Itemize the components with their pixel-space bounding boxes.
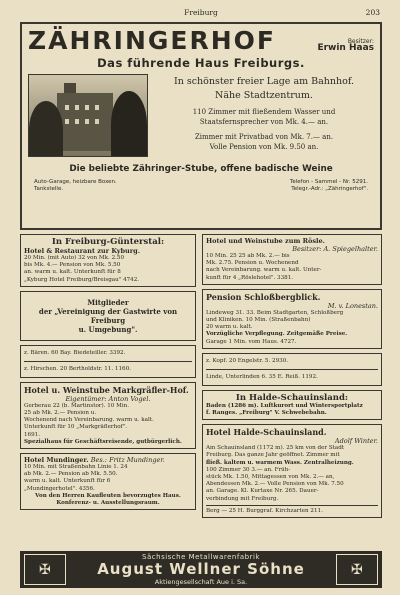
hotel-heading: Hotel Mundinger. xyxy=(24,456,89,465)
ad-line: Mk. 2.75. Pension u. Wochenend xyxy=(206,260,299,267)
schauinsland-box xyxy=(202,390,382,420)
ad-footer: Berg — 25 H. Burggraf. Kirchzarten 211. xyxy=(206,507,323,514)
ad-line: Lindeweg 31. 33. Beim Stadtgarten, Schloßberg xyxy=(206,309,344,316)
stube-line: Die beliebte Zähringer-Stube, offene badische Weine xyxy=(69,164,333,174)
ad-footer: Von den Herren Kaufleuten bevorzugtes Haus. Konferenz- u. Ausstellungsraum. xyxy=(35,492,181,507)
page xyxy=(20,8,382,588)
small-ad: z. Bären. 60 Bay. Biedeteiller. 3392. xyxy=(24,349,126,356)
hotel-owner xyxy=(317,38,374,54)
garage-line: Auto-Garage, heizbare Boxen. xyxy=(34,179,117,185)
emblem-icon: ✠ xyxy=(336,554,378,585)
hotel-photo xyxy=(28,74,148,157)
owner-line: Adolf Winter. xyxy=(334,437,378,446)
ad-line: Am Schauinsland (1172 m). 25 km von der Stadt xyxy=(206,445,345,452)
mitglieder-box xyxy=(20,291,196,341)
ad-line: fließ. kaltem u. warmem Wass. Zentralheizung. xyxy=(206,459,354,466)
telefon-line: Telefon - Sammel - Nr. 5291. xyxy=(289,179,368,185)
ad-line: an. Garage. Kl. Kurtaxe Nr. 265. Dauer- xyxy=(206,488,319,495)
hotel-slogan: Das führende Haus Freiburgs. xyxy=(97,56,305,70)
owner-line: Eigentümer: Anton Vogel. xyxy=(65,394,151,403)
hotel-heading: Hotel & Restaurant zur Kyburg. xyxy=(24,247,140,255)
mitglieder-line: u. Umgebung". xyxy=(78,324,138,334)
hotel-heading: Hotel Halde-Schauinsland. xyxy=(206,427,327,438)
ad-line: nach Vereinbarung. warm u. kalt. Unter- xyxy=(206,267,322,274)
banner-company: August Wellner Söhne xyxy=(97,560,305,578)
ad-line: Gerberau 22 (b. Martinstor). 10 Min. xyxy=(24,402,130,409)
ad-line: und Kliniken. 10 Min. (Straßenbahn) xyxy=(206,317,311,324)
halde-ad xyxy=(202,424,382,518)
small-ad: Linde, Unterlinden 6. 35 E. Reiß. 1192. xyxy=(206,373,318,380)
ad-line: bis Mk. 4.— Pension von Mk. 5.50 xyxy=(24,262,121,269)
ad-line: kunft für 4 „Röslehotel". 3381. xyxy=(206,274,294,281)
ad-line: warm u. kalt. Unterkunft für 6 xyxy=(24,478,111,485)
page-number: 203 xyxy=(365,8,380,17)
ad-line: Spezialhaus für Geschäftsreisende, gutbürgerlich. xyxy=(24,438,182,445)
info-line: Volle Pension von Mk. 9.50 an. xyxy=(209,143,319,151)
ad-line: „Kyburg Hotel Freiburg/Breisgau" 4742. xyxy=(24,276,140,283)
schlossberg-ad xyxy=(202,289,382,349)
garage-line: Tankstelle. xyxy=(34,186,64,192)
ad-line: Abendessen Mk. 2.— Volle Pension von Mk. 7.50 xyxy=(206,481,344,488)
info-line: Nähe Stadtzentrum. xyxy=(215,90,313,101)
right-column xyxy=(202,234,382,522)
owner-name: Erwin Haas xyxy=(317,43,374,53)
markgraefler-ad xyxy=(20,382,196,449)
mundinger-ad xyxy=(20,453,196,510)
banner-line: Aktiengesellschaft Aue i. Sa. xyxy=(154,578,248,586)
ad-line: ab Mk. 2.— Pension ab Mk. 5.50. xyxy=(24,471,118,478)
info-line: Zimmer mit Privatbad von Mk. 7.— an. xyxy=(194,133,334,141)
ad-line: „Mundingerhotel". 4356. xyxy=(24,485,95,492)
ad-line: 10 Min. mit Straßenbahn Linie 1. 24 xyxy=(24,464,128,471)
ad-line: 25 ab Mk. 2.— Pension u. xyxy=(24,410,97,417)
banner-line: Sächsische Metallwarenfabrik xyxy=(142,553,260,561)
ad-line: 20 warm u. kalt. xyxy=(206,324,253,331)
ad-line: 10 Min. 25 25 ab Mk. 2.— bis xyxy=(206,253,290,259)
hotel-name: ZÄHRINGERHOF xyxy=(28,26,276,55)
info-line: Staatsfernsprecher von Mk. 4.— an. xyxy=(199,118,329,126)
hotel-heading: Hotel und Weinstube zum Rösle. xyxy=(206,237,325,245)
mitglieder-line: der „Vereinigung der Gastwirte von Freiburg xyxy=(38,306,178,325)
ad-line: verbindung mit Freiburg. xyxy=(206,495,279,502)
ad-line: Baden (1286 m). Luftkurort und Wintersportplatz xyxy=(206,402,363,409)
kyburg-ad xyxy=(20,234,196,287)
section-heading: In Freiburg-Günterstal: xyxy=(51,237,165,247)
hotel-footer xyxy=(28,179,374,193)
ad-line: 100 Zimmer 30 3.— an. Früh- xyxy=(206,466,291,473)
zaehringerhof-ad xyxy=(20,22,382,230)
roesle-ad xyxy=(202,234,382,285)
wellner-banner xyxy=(20,551,382,588)
ad-line: 1691. xyxy=(24,431,41,438)
ad-line: Vorzügliche Verpflegung. Zeitgemäße Preise. xyxy=(206,331,348,338)
hotel-heading: Pension Schloßbergblick. xyxy=(206,291,321,302)
section-heading: In Halde-Schauinsland: xyxy=(235,392,349,403)
ad-line: Wochenend nach Vereinbarung. warm u. kalt. xyxy=(24,417,154,424)
owner-line: Besitzer: A. Spiegelhalter. xyxy=(292,245,378,253)
small-ad: z. Kopf. 20 Engelstr. 5. 2930. xyxy=(206,357,289,364)
ad-line: Freiburg. Das ganze Jahr geöffnet. Zimmer mit xyxy=(206,452,340,459)
hotel-heading: Hotel u. Weinstube Markgräfler-Hof. xyxy=(24,384,189,395)
owner-label: Besitzer: xyxy=(347,38,374,45)
ad-line: stück Mk. 1.50, Mittagessen von Mk. 2.— an, xyxy=(206,474,335,481)
hotel-info xyxy=(148,74,374,157)
ad-line: an. warm u. kalt. Unterkunft für 8 xyxy=(24,269,121,276)
page-title: Freiburg xyxy=(184,8,218,17)
ad-line: Unterkunft für 10 „Markgräflerhof". xyxy=(24,424,127,431)
ad-line: f. Ranges. „Freiburg" V. Schwebebahn. xyxy=(206,410,327,417)
left-column xyxy=(20,234,196,514)
small-ads xyxy=(20,345,196,378)
ad-line: 20 Min. (mit Auto) 32 von Mk. 2.50 xyxy=(24,255,125,261)
page-header xyxy=(20,8,382,20)
emblem-icon: ✠ xyxy=(24,554,66,585)
owner-line: M. v. Lonestan. xyxy=(327,301,378,310)
small-ads-right xyxy=(202,353,382,386)
small-ad: z. Hirschen. 20 Bertholdstr. 11. 1160. xyxy=(24,365,131,372)
owner-line: Bes.: Fritz Mundinger. xyxy=(90,456,165,465)
info-line: In schönster freier Lage am Bahnhof. xyxy=(173,76,355,87)
ad-line: Garage 1 Min. vom Haus. 4727. xyxy=(206,338,297,345)
info-line: 110 Zimmer mit fließendem Wasser und xyxy=(192,108,336,116)
mitglieder-line: Mitglieder xyxy=(87,297,129,307)
telegram-line: Telegr.-Adr.: „Zähringerhof". xyxy=(291,186,368,192)
